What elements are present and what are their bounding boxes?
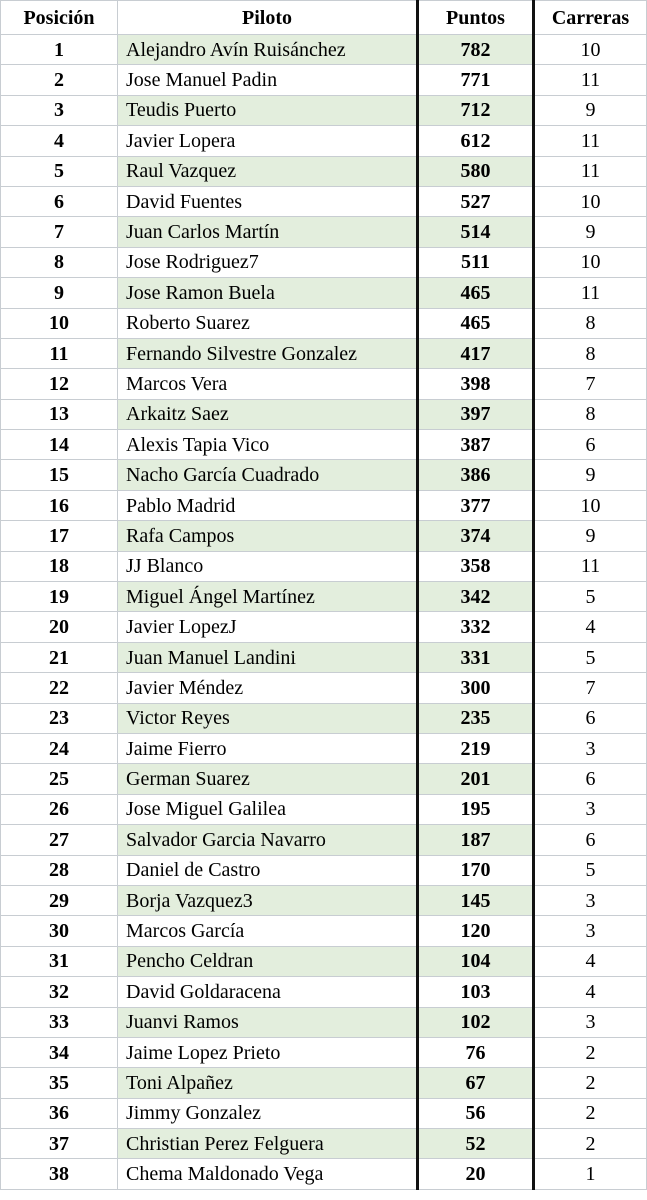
driver-cell: Victor Reyes: [118, 703, 418, 733]
driver-cell: Jaime Fierro: [118, 733, 418, 763]
position-cell: 19: [1, 582, 118, 612]
points-cell: 771: [418, 65, 534, 95]
position-cell: 5: [1, 156, 118, 186]
table-row: [1, 35, 647, 65]
table-row: [1, 885, 647, 915]
driver-cell: David Goldaracena: [118, 977, 418, 1007]
races-cell: 6: [534, 764, 647, 794]
points-cell: 358: [418, 551, 534, 581]
races-cell: 4: [534, 977, 647, 1007]
races-cell: 8: [534, 308, 647, 338]
table-row: [1, 399, 647, 429]
races-cell: 11: [534, 126, 647, 156]
races-cell: 9: [534, 460, 647, 490]
position-cell: 17: [1, 521, 118, 551]
points-cell: 612: [418, 126, 534, 156]
races-cell: 6: [534, 703, 647, 733]
races-cell: 8: [534, 399, 647, 429]
races-cell: 11: [534, 156, 647, 186]
header-races: Carreras: [534, 1, 647, 35]
driver-cell: Javier LopezJ: [118, 612, 418, 642]
table-row: [1, 764, 647, 794]
table-row: [1, 825, 647, 855]
points-cell: 580: [418, 156, 534, 186]
points-cell: 782: [418, 35, 534, 65]
driver-cell: Christian Perez Felguera: [118, 1129, 418, 1159]
points-cell: 398: [418, 369, 534, 399]
points-cell: 527: [418, 186, 534, 216]
table-row: [1, 1007, 647, 1037]
driver-cell: Jose Manuel Padin: [118, 65, 418, 95]
position-cell: 26: [1, 794, 118, 824]
driver-cell: JJ Blanco: [118, 551, 418, 581]
table-row: [1, 460, 647, 490]
races-cell: 2: [534, 1068, 647, 1098]
points-cell: 56: [418, 1098, 534, 1128]
points-cell: 374: [418, 521, 534, 551]
table-row: [1, 217, 647, 247]
position-cell: 8: [1, 247, 118, 277]
races-cell: 2: [534, 1037, 647, 1067]
position-cell: 21: [1, 642, 118, 672]
position-cell: 22: [1, 673, 118, 703]
position-cell: 16: [1, 490, 118, 520]
table-row: [1, 308, 647, 338]
driver-cell: Javier Méndez: [118, 673, 418, 703]
driver-cell: Chema Maldonado Vega: [118, 1159, 418, 1189]
driver-cell: Jose Miguel Galilea: [118, 794, 418, 824]
points-cell: 52: [418, 1129, 534, 1159]
driver-cell: Salvador Garcia Navarro: [118, 825, 418, 855]
races-cell: 5: [534, 855, 647, 885]
position-cell: 31: [1, 946, 118, 976]
table-row: [1, 1129, 647, 1159]
races-cell: 4: [534, 946, 647, 976]
races-cell: 3: [534, 916, 647, 946]
driver-cell: German Suarez: [118, 764, 418, 794]
driver-cell: Marcos García: [118, 916, 418, 946]
position-cell: 38: [1, 1159, 118, 1189]
points-cell: 20: [418, 1159, 534, 1189]
driver-cell: Juan Manuel Landini: [118, 642, 418, 672]
position-cell: 10: [1, 308, 118, 338]
driver-cell: Javier Lopera: [118, 126, 418, 156]
driver-cell: David Fuentes: [118, 186, 418, 216]
table-row: [1, 673, 647, 703]
points-cell: 712: [418, 95, 534, 125]
position-cell: 15: [1, 460, 118, 490]
driver-cell: Raul Vazquez: [118, 156, 418, 186]
table-row: [1, 946, 647, 976]
races-cell: 2: [534, 1098, 647, 1128]
points-cell: 67: [418, 1068, 534, 1098]
races-cell: 3: [534, 733, 647, 763]
driver-cell: Jose Ramon Buela: [118, 278, 418, 308]
position-cell: 35: [1, 1068, 118, 1098]
position-cell: 12: [1, 369, 118, 399]
driver-cell: Fernando Silvestre Gonzalez: [118, 338, 418, 368]
points-cell: 104: [418, 946, 534, 976]
races-cell: 3: [534, 1007, 647, 1037]
races-cell: 9: [534, 521, 647, 551]
position-cell: 29: [1, 885, 118, 915]
driver-cell: Jaime Lopez Prieto: [118, 1037, 418, 1067]
driver-cell: Alexis Tapia Vico: [118, 430, 418, 460]
table-row: [1, 916, 647, 946]
table-row: [1, 521, 647, 551]
races-cell: 11: [534, 551, 647, 581]
points-cell: 235: [418, 703, 534, 733]
points-cell: 170: [418, 855, 534, 885]
table-row: [1, 977, 647, 1007]
position-cell: 27: [1, 825, 118, 855]
position-cell: 18: [1, 551, 118, 581]
position-cell: 14: [1, 430, 118, 460]
driver-cell: Daniel de Castro: [118, 855, 418, 885]
table-row: [1, 430, 647, 460]
table-row: [1, 95, 647, 125]
driver-cell: Roberto Suarez: [118, 308, 418, 338]
points-cell: 511: [418, 247, 534, 277]
table-row: [1, 278, 647, 308]
position-cell: 3: [1, 95, 118, 125]
driver-cell: Juanvi Ramos: [118, 1007, 418, 1037]
races-cell: 11: [534, 65, 647, 95]
points-cell: 300: [418, 673, 534, 703]
header-position: Posición: [1, 1, 118, 35]
position-cell: 9: [1, 278, 118, 308]
points-cell: 102: [418, 1007, 534, 1037]
position-cell: 11: [1, 338, 118, 368]
points-cell: 145: [418, 885, 534, 915]
points-cell: 387: [418, 430, 534, 460]
races-cell: 10: [534, 247, 647, 277]
driver-cell: Jose Rodriguez7: [118, 247, 418, 277]
position-cell: 2: [1, 65, 118, 95]
races-cell: 7: [534, 369, 647, 399]
table-row: [1, 186, 647, 216]
table-row: [1, 247, 647, 277]
driver-cell: Pencho Celdran: [118, 946, 418, 976]
header-points: Puntos: [418, 1, 534, 35]
points-cell: 120: [418, 916, 534, 946]
position-cell: 33: [1, 1007, 118, 1037]
races-cell: 3: [534, 794, 647, 824]
points-cell: 187: [418, 825, 534, 855]
driver-cell: Borja Vazquez3: [118, 885, 418, 915]
points-cell: 397: [418, 399, 534, 429]
driver-cell: Teudis Puerto: [118, 95, 418, 125]
races-cell: 10: [534, 186, 647, 216]
driver-cell: Marcos Vera: [118, 369, 418, 399]
points-cell: 103: [418, 977, 534, 1007]
driver-cell: Jimmy Gonzalez: [118, 1098, 418, 1128]
table-row: [1, 551, 647, 581]
position-cell: 30: [1, 916, 118, 946]
position-cell: 20: [1, 612, 118, 642]
races-cell: 2: [534, 1129, 647, 1159]
position-cell: 7: [1, 217, 118, 247]
header-row: [1, 1, 647, 35]
position-cell: 25: [1, 764, 118, 794]
driver-cell: Rafa Campos: [118, 521, 418, 551]
points-cell: 331: [418, 642, 534, 672]
table-row: [1, 703, 647, 733]
races-cell: 9: [534, 217, 647, 247]
races-cell: 1: [534, 1159, 647, 1189]
table-row: [1, 1098, 647, 1128]
table-row: [1, 612, 647, 642]
races-cell: 10: [534, 490, 647, 520]
points-cell: 386: [418, 460, 534, 490]
table-row: [1, 369, 647, 399]
position-cell: 28: [1, 855, 118, 885]
races-cell: 6: [534, 430, 647, 460]
points-cell: 332: [418, 612, 534, 642]
position-cell: 34: [1, 1037, 118, 1067]
position-cell: 13: [1, 399, 118, 429]
races-cell: 3: [534, 885, 647, 915]
races-cell: 5: [534, 582, 647, 612]
position-cell: 37: [1, 1129, 118, 1159]
races-cell: 6: [534, 825, 647, 855]
points-cell: 377: [418, 490, 534, 520]
table-row: [1, 794, 647, 824]
position-cell: 36: [1, 1098, 118, 1128]
position-cell: 6: [1, 186, 118, 216]
table-row: [1, 156, 647, 186]
position-cell: 24: [1, 733, 118, 763]
header-driver: Piloto: [118, 1, 418, 35]
table-row: [1, 126, 647, 156]
points-cell: 76: [418, 1037, 534, 1067]
position-cell: 32: [1, 977, 118, 1007]
races-cell: 7: [534, 673, 647, 703]
table-row: [1, 338, 647, 368]
table-row: [1, 582, 647, 612]
points-cell: 514: [418, 217, 534, 247]
points-cell: 465: [418, 308, 534, 338]
points-cell: 201: [418, 764, 534, 794]
position-cell: 23: [1, 703, 118, 733]
driver-cell: Toni Alpañez: [118, 1068, 418, 1098]
points-cell: 417: [418, 338, 534, 368]
table-row: [1, 490, 647, 520]
points-cell: 195: [418, 794, 534, 824]
table-row: [1, 642, 647, 672]
races-cell: 4: [534, 612, 647, 642]
races-cell: 9: [534, 95, 647, 125]
driver-cell: Arkaitz Saez: [118, 399, 418, 429]
races-cell: 5: [534, 642, 647, 672]
driver-cell: Pablo Madrid: [118, 490, 418, 520]
table-row: [1, 1068, 647, 1098]
races-cell: 10: [534, 35, 647, 65]
points-cell: 465: [418, 278, 534, 308]
driver-cell: Miguel Ángel Martínez: [118, 582, 418, 612]
table-row: [1, 65, 647, 95]
table-row: [1, 1159, 647, 1189]
driver-cell: Alejandro Avín Ruisánchez: [118, 35, 418, 65]
driver-cell: Juan Carlos Martín: [118, 217, 418, 247]
position-cell: 4: [1, 126, 118, 156]
driver-cell: Nacho García Cuadrado: [118, 460, 418, 490]
points-cell: 342: [418, 582, 534, 612]
position-cell: 1: [1, 35, 118, 65]
table-row: [1, 855, 647, 885]
table-row: [1, 733, 647, 763]
points-cell: 219: [418, 733, 534, 763]
races-cell: 11: [534, 278, 647, 308]
races-cell: 8: [534, 338, 647, 368]
table-row: [1, 1037, 647, 1067]
